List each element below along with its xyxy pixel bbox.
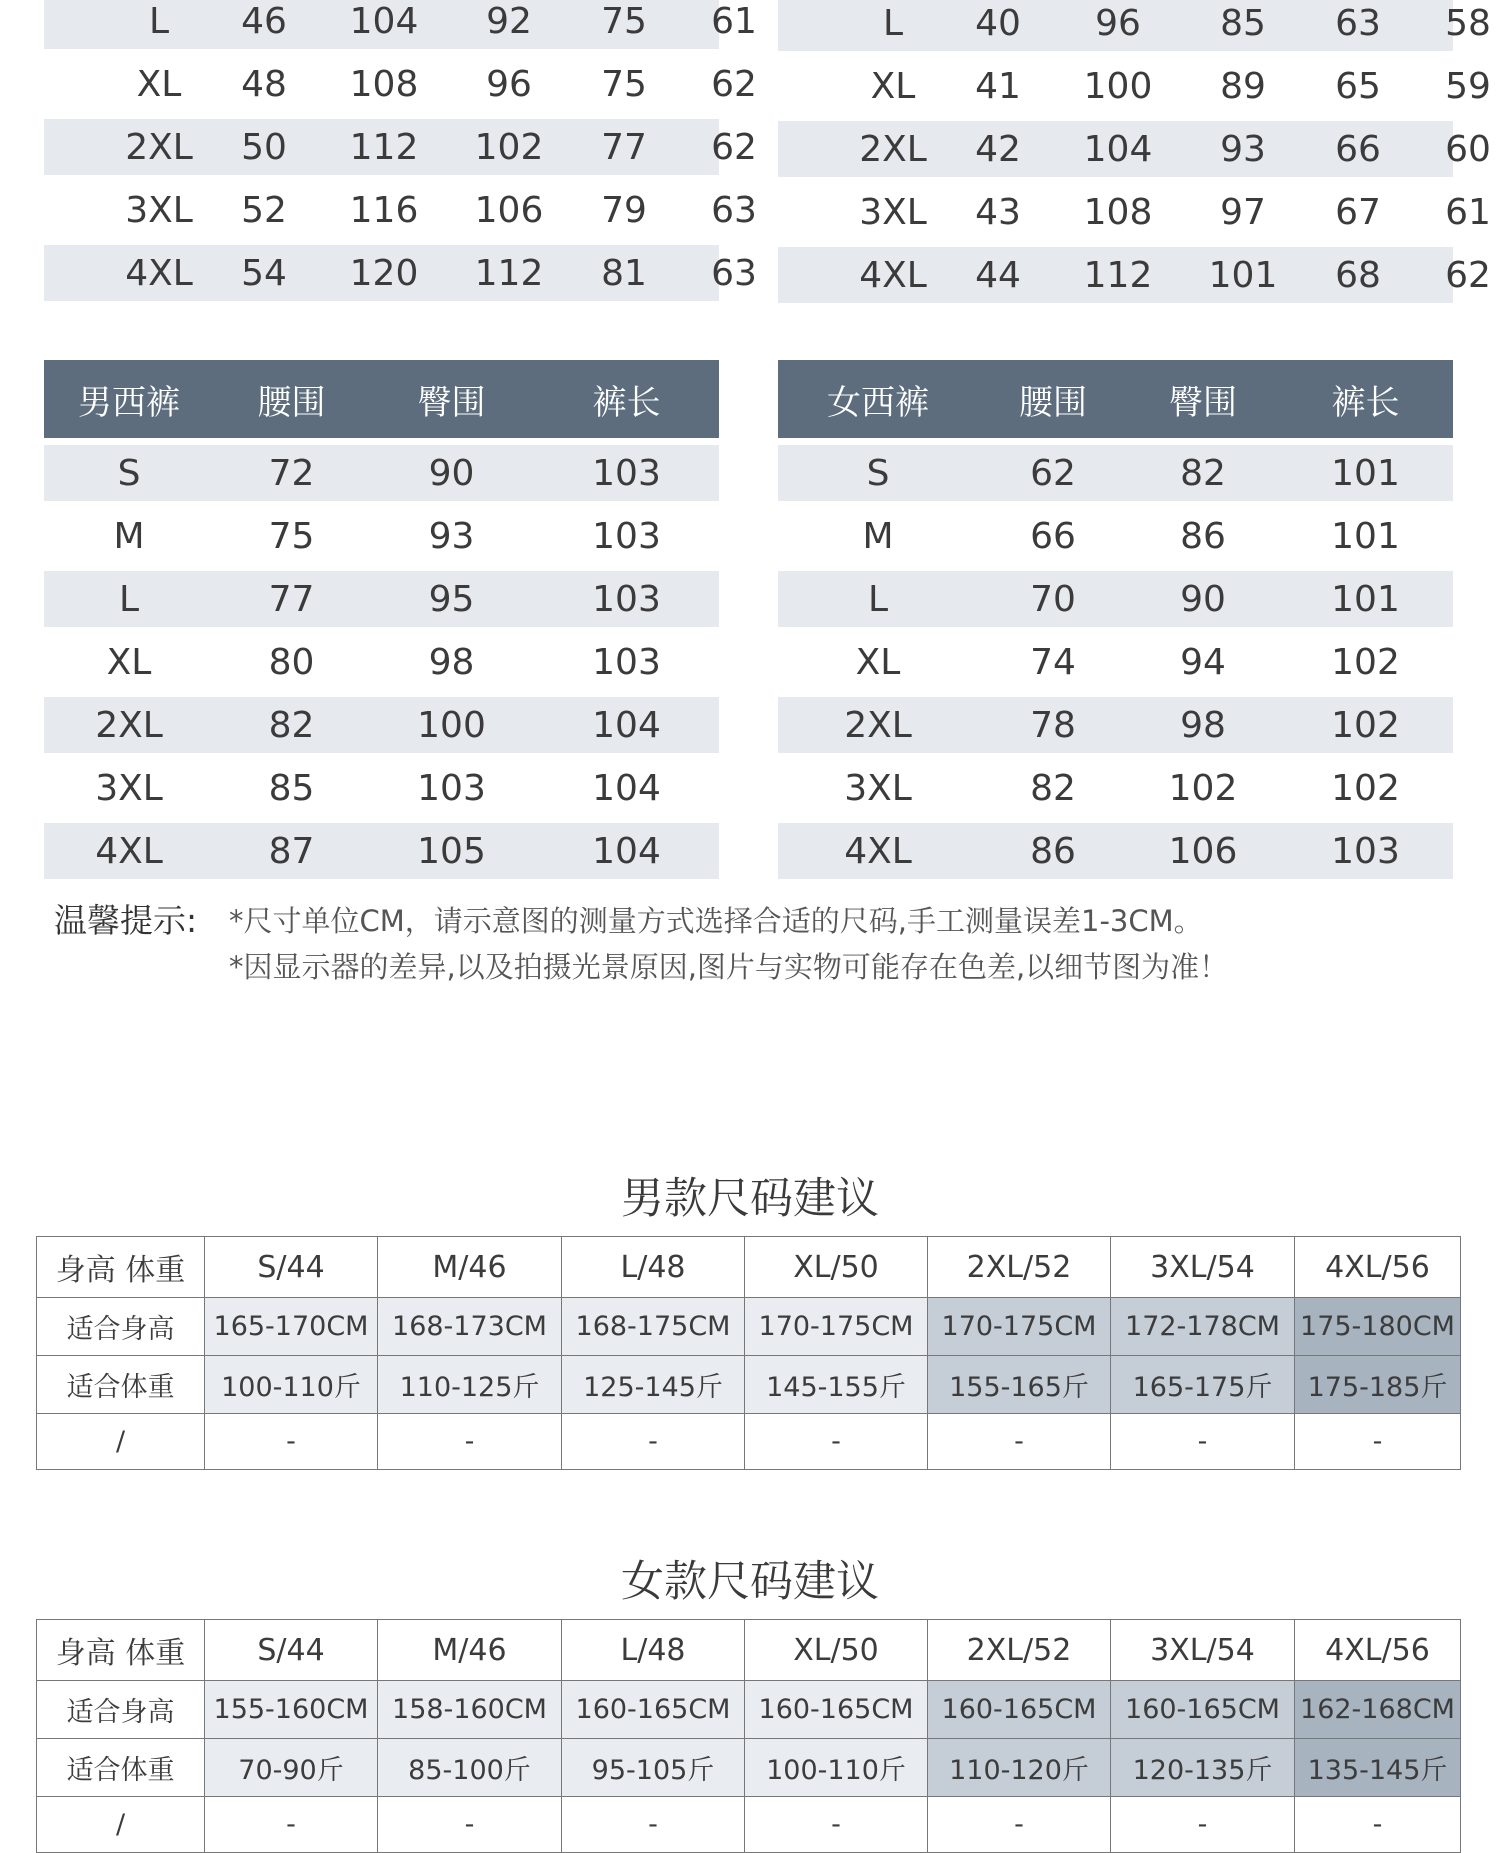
table-cell: 4XL	[859, 254, 927, 296]
table-cell: 103	[592, 515, 661, 557]
table-cell: 95	[428, 578, 475, 620]
table-row	[778, 247, 1491, 303]
table-cell: 68	[1335, 254, 1381, 296]
grid-cell: 165-170CM	[205, 1298, 378, 1356]
table-cell: 41	[975, 65, 1021, 107]
table-cell: S	[866, 452, 890, 494]
table-row	[44, 119, 757, 175]
table-cell: M	[862, 515, 894, 557]
table-cell: 44	[975, 254, 1021, 296]
table-row	[778, 634, 1453, 690]
table-cell: 101	[1208, 254, 1278, 296]
grid-cell: 160-165CM	[1111, 1681, 1295, 1739]
grid-cell: 95-105斤	[562, 1739, 745, 1797]
table-cell: 97	[1220, 191, 1266, 233]
table-cell: XL	[136, 63, 182, 105]
men-suggest-title: 男款尺码建议	[621, 1174, 879, 1224]
header-cell: 腰围	[257, 382, 326, 423]
table-row	[44, 760, 719, 816]
table-cell: 104	[592, 767, 661, 809]
table-cell: 42	[975, 128, 1021, 170]
table-cell: 3XL	[859, 191, 927, 233]
header-cell: 男西裤	[78, 382, 180, 423]
table-cell: 102	[1331, 704, 1400, 746]
table-row	[778, 0, 1491, 51]
header-cell: 裤长	[1331, 382, 1400, 423]
grid-cell: -	[1111, 1797, 1295, 1853]
grid-cell: /	[36, 1414, 205, 1470]
table-cell: 74	[1030, 641, 1076, 683]
grid-header-cell: 2XL/52	[928, 1236, 1111, 1298]
table-row	[44, 823, 719, 879]
table-cell: 120	[349, 252, 419, 294]
grid-header-cell: M/46	[378, 1619, 562, 1681]
table-cell: 96	[486, 63, 532, 105]
table-cell: 61	[1445, 191, 1491, 233]
table-cell: 63	[711, 252, 757, 294]
grid-cell: -	[205, 1414, 378, 1470]
table-cell: 101	[1331, 578, 1400, 620]
table-cell: 102	[1331, 641, 1400, 683]
table-cell: 81	[601, 252, 647, 294]
table-cell: 85	[268, 767, 315, 809]
grid-header-cell: M/46	[378, 1236, 562, 1298]
table-cell: 112	[474, 252, 544, 294]
tips-line-2: *因显示器的差异,以及拍摄光景原因,图片与实物可能存在色差,以细节图为准！	[229, 950, 1229, 984]
table-row	[778, 184, 1491, 240]
table-cell: 103	[592, 641, 661, 683]
table-cell: 103	[1331, 830, 1400, 872]
table-cell: 101	[1331, 515, 1400, 557]
table-row	[778, 697, 1453, 753]
table-cell: 98	[1180, 704, 1226, 746]
grid-cell: 85-100斤	[378, 1739, 562, 1797]
grid-header-cell: 身高 体重	[36, 1619, 205, 1681]
table-cell: 78	[1030, 704, 1076, 746]
table-cell: 43	[975, 191, 1021, 233]
table-cell: 100	[1083, 65, 1153, 107]
men-size-table-top	[44, 0, 757, 308]
table-row	[44, 697, 719, 753]
grid-header-cell: 4XL/56	[1295, 1236, 1461, 1298]
table-cell: 104	[592, 830, 661, 872]
grid-cell: -	[1111, 1414, 1295, 1470]
women-suggest-title: 女款尺码建议	[621, 1557, 879, 1607]
table-cell: 116	[349, 189, 419, 231]
table-header-row	[778, 360, 1453, 438]
table-cell: 93	[428, 515, 475, 557]
table-cell: 75	[601, 63, 647, 105]
grid-cell: 172-178CM	[1111, 1298, 1295, 1356]
grid-cell: 168-175CM	[562, 1298, 745, 1356]
table-cell: 103	[417, 767, 486, 809]
table-cell: 66	[1030, 515, 1076, 557]
grid-cell: 125-145斤	[562, 1356, 745, 1414]
grid-cell: 120-135斤	[1111, 1739, 1295, 1797]
grid-cell: -	[562, 1797, 745, 1853]
grid-cell: -	[205, 1797, 378, 1853]
table-row	[778, 58, 1491, 114]
table-cell: 67	[1335, 191, 1381, 233]
grid-cell: -	[928, 1414, 1111, 1470]
table-cell: 63	[711, 189, 757, 231]
tips-label: 温馨提示:	[54, 901, 198, 940]
grid-cell: 165-175斤	[1111, 1356, 1295, 1414]
table-cell: 108	[1083, 191, 1153, 233]
grid-cell: -	[745, 1797, 928, 1853]
grid-cell: 70-90斤	[205, 1739, 378, 1797]
table-cell: 101	[1331, 452, 1400, 494]
table-cell: 62	[1445, 254, 1491, 296]
grid-header-cell: 身高 体重	[36, 1236, 205, 1298]
table-cell: 104	[349, 0, 419, 42]
grid-cell: 175-180CM	[1295, 1298, 1461, 1356]
header-cell: 腰围	[1019, 382, 1087, 423]
table-cell: 108	[349, 63, 419, 105]
table-row	[44, 245, 757, 301]
table-cell: 103	[592, 452, 661, 494]
women-pants-table	[778, 360, 1453, 886]
table-cell: 92	[486, 0, 532, 42]
grid-cell: -	[1295, 1414, 1461, 1470]
grid-cell: 170-175CM	[928, 1298, 1111, 1356]
table-row	[778, 508, 1453, 564]
table-cell: 75	[601, 0, 647, 42]
table-cell: 90	[1180, 578, 1226, 620]
table-row	[778, 121, 1491, 177]
table-cell: 103	[592, 578, 661, 620]
table-cell: 112	[349, 126, 419, 168]
table-cell: 104	[1083, 128, 1153, 170]
table-cell: 98	[428, 641, 475, 683]
table-cell: 3XL	[95, 767, 163, 809]
table-row	[44, 634, 719, 690]
table-cell: 102	[474, 126, 544, 168]
table-cell: 62	[711, 126, 757, 168]
table-cell: 82	[1030, 767, 1076, 809]
table-cell: 2XL	[125, 126, 193, 168]
table-cell: XL	[855, 641, 901, 683]
table-row	[778, 760, 1453, 816]
grid-cell: 适合身高	[36, 1681, 205, 1739]
table-cell: 96	[1095, 2, 1141, 44]
grid-cell: -	[378, 1414, 562, 1470]
tips-line-1: *尺寸单位CM，请示意图的测量方式选择合适的尺码,手工测量误差1-3CM。	[229, 904, 1203, 938]
grid-cell: 适合身高	[36, 1298, 205, 1356]
table-cell: 4XL	[844, 830, 912, 872]
table-cell: 79	[601, 189, 647, 231]
grid-cell: -	[745, 1414, 928, 1470]
table-cell: 62	[1030, 452, 1076, 494]
table-row	[44, 0, 757, 49]
grid-header-cell: 3XL/54	[1111, 1236, 1295, 1298]
table-header-row	[44, 360, 719, 438]
header-cell: 臀围	[1169, 382, 1237, 423]
table-cell: 65	[1335, 65, 1381, 107]
table-cell: L	[882, 2, 904, 44]
table-cell: 102	[1331, 767, 1400, 809]
table-cell: 87	[268, 830, 315, 872]
grid-cell: 155-165斤	[928, 1356, 1111, 1414]
table-cell: 86	[1180, 515, 1226, 557]
grid-header-cell: XL/50	[745, 1236, 928, 1298]
table-cell: M	[113, 515, 145, 557]
table-cell: 50	[241, 126, 287, 168]
table-cell: 70	[1030, 578, 1076, 620]
header-cell: 女西裤	[827, 382, 929, 423]
table-cell: 3XL	[125, 189, 193, 231]
grid-cell: 适合体重	[36, 1739, 205, 1797]
table-row	[44, 508, 719, 564]
table-cell: 85	[1220, 2, 1266, 44]
grid-cell: -	[1295, 1797, 1461, 1853]
grid-cell: 160-165CM	[562, 1681, 745, 1739]
grid-header-cell: L/48	[562, 1236, 745, 1298]
table-cell: 2XL	[95, 704, 163, 746]
grid-cell: 160-165CM	[745, 1681, 928, 1739]
table-cell: 105	[417, 830, 486, 872]
table-row	[44, 56, 757, 112]
grid-cell: 100-110斤	[745, 1739, 928, 1797]
table-cell: L	[118, 578, 140, 620]
grid-cell: 170-175CM	[745, 1298, 928, 1356]
grid-cell: 175-185斤	[1295, 1356, 1461, 1414]
table-cell: 54	[241, 252, 287, 294]
table-row	[44, 571, 719, 627]
table-row	[778, 571, 1453, 627]
grid-cell: 135-145斤	[1295, 1739, 1461, 1797]
table-cell: 60	[1445, 128, 1491, 170]
grid-header-cell: L/48	[562, 1619, 745, 1681]
table-cell: 72	[268, 452, 315, 494]
men-pants-table	[44, 360, 719, 886]
grid-cell: -	[378, 1797, 562, 1853]
grid-cell: 155-160CM	[205, 1681, 378, 1739]
grid-header-cell: 2XL/52	[928, 1619, 1111, 1681]
table-cell: 61	[711, 0, 757, 42]
table-row	[778, 823, 1453, 879]
table-cell: 4XL	[125, 252, 193, 294]
table-cell: L	[148, 0, 170, 42]
table-cell: 104	[592, 704, 661, 746]
table-cell: 62	[711, 63, 757, 105]
grid-header-cell: S/44	[205, 1236, 378, 1298]
table-cell: 75	[268, 515, 315, 557]
table-row	[44, 182, 757, 238]
table-cell: 82	[1180, 452, 1226, 494]
grid-header-cell: XL/50	[745, 1619, 928, 1681]
table-cell: 48	[241, 63, 287, 105]
table-cell: XL	[106, 641, 152, 683]
table-cell: 89	[1220, 65, 1266, 107]
grid-cell: -	[562, 1414, 745, 1470]
grid-cell: 110-125斤	[378, 1356, 562, 1414]
table-cell: 52	[241, 189, 287, 231]
table-cell: 112	[1083, 254, 1153, 296]
table-cell: 93	[1220, 128, 1266, 170]
table-cell: 100	[417, 704, 486, 746]
table-cell: 46	[241, 0, 287, 42]
grid-cell: 110-120斤	[928, 1739, 1111, 1797]
grid-header-cell: S/44	[205, 1619, 378, 1681]
table-cell: 90	[428, 452, 475, 494]
grid-cell: 162-168CM	[1295, 1681, 1461, 1739]
table-cell: 94	[1180, 641, 1226, 683]
table-cell: 106	[1168, 830, 1238, 872]
table-cell: 63	[1335, 2, 1381, 44]
table-cell: S	[117, 452, 141, 494]
grid-cell: /	[36, 1797, 205, 1853]
table-cell: 66	[1335, 128, 1381, 170]
table-cell: 80	[268, 641, 315, 683]
grid-cell: 168-173CM	[378, 1298, 562, 1356]
grid-cell: 160-165CM	[928, 1681, 1111, 1739]
grid-cell: 158-160CM	[378, 1681, 562, 1739]
table-cell: 2XL	[859, 128, 927, 170]
table-cell: 82	[268, 704, 315, 746]
grid-header-cell: 4XL/56	[1295, 1619, 1461, 1681]
header-cell: 裤长	[592, 382, 661, 423]
table-cell: 59	[1445, 65, 1491, 107]
table-cell: 58	[1445, 2, 1491, 44]
table-cell: 4XL	[95, 830, 163, 872]
table-cell: 106	[474, 189, 544, 231]
women-size-table-top	[778, 0, 1491, 310]
table-cell: 86	[1030, 830, 1076, 872]
grid-cell: -	[928, 1797, 1111, 1853]
table-cell: 40	[975, 2, 1021, 44]
grid-cell: 适合体重	[36, 1356, 205, 1414]
header-cell: 臀围	[417, 382, 486, 423]
grid-cell: 145-155斤	[745, 1356, 928, 1414]
table-cell: 2XL	[844, 704, 912, 746]
table-cell: L	[867, 578, 889, 620]
table-cell: 77	[268, 578, 315, 620]
table-row	[778, 445, 1453, 501]
table-cell: 102	[1168, 767, 1238, 809]
grid-cell: 100-110斤	[205, 1356, 378, 1414]
grid-header-cell: 3XL/54	[1111, 1619, 1295, 1681]
table-cell: 77	[601, 126, 647, 168]
table-cell: 3XL	[844, 767, 912, 809]
table-row	[44, 445, 719, 501]
table-cell: XL	[870, 65, 916, 107]
